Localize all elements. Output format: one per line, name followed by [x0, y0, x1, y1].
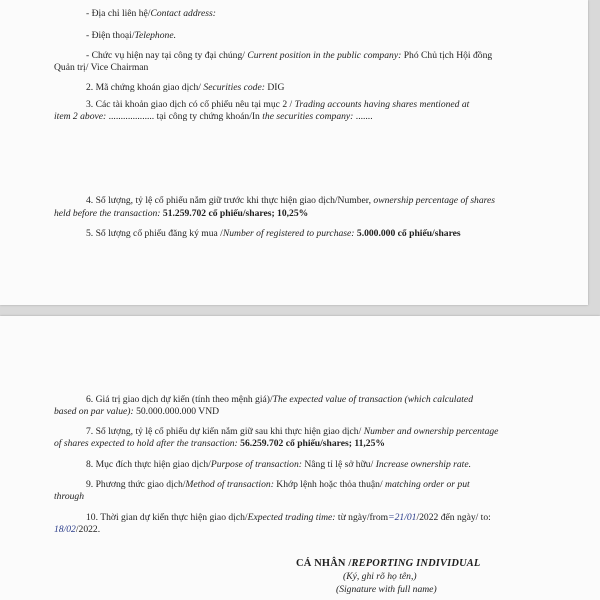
- method-line-2: through: [54, 491, 85, 502]
- trading-time-line: 10. Thời gian dự kiến thực hiện giao dịch/Expected trading time: từ ngày/from=21/01/2022 đến ngày/ to:: [86, 512, 491, 523]
- purpose-line: 8. Mục đích thực hiện giao dịch/Purpose of transaction: Nâng tỉ lệ sở hữu/ Increase ownership rate.: [86, 459, 471, 470]
- trading-accounts-line-2: item 2 above: ................... tại công ty chứng khoán/In the securities company: .......: [54, 111, 373, 122]
- shares-after-line-2: of shares expected to hold after the transaction: 56.259.702 cổ phiếu/shares; 11,25%: [54, 438, 385, 449]
- contact-address-line: - Địa chỉ liên hệ/Contact address:: [86, 8, 216, 19]
- current-position-line: - Chức vụ hiện nay tại công ty đại chúng/ Current position in the public company: Phó Chủ tịch Hội đồng: [86, 50, 493, 61]
- securities-code-line: 2. Mã chứng khoán giao dịch/ Securities code: DIG: [86, 82, 285, 93]
- handwritten-from-date: =21/01: [388, 512, 417, 523]
- current-position-value: Quản trị/ Vice Chairman: [54, 62, 149, 73]
- signature-subtitle-en: (Signature with full name): [336, 584, 437, 595]
- shares-before-line-2: held before the transaction: 51.259.702 cổ phiếu/shares; 10,25%: [54, 208, 309, 219]
- expected-value-line: 6. Giá trị giao dịch dự kiến (tính theo mệnh giá)/The expected value of transaction (which calculated: [86, 394, 473, 405]
- signature-title: CÁ NHÂN /REPORTING INDIVIDUAL: [296, 558, 481, 569]
- method-line: 9. Phương thức giao dịch/Method of transaction: Khớp lệnh hoặc thỏa thuận/ matching order or put: [86, 479, 470, 490]
- shares-before-line: 4. Số lượng, tỷ lệ cổ phiếu nắm giữ trước khi thực hiện giao dịch/Number, ownership percentage of shares: [86, 195, 496, 206]
- expected-value-line-2: based on par value): 50.000.000.000 VND: [54, 406, 220, 417]
- document-page-2: [0, 316, 600, 600]
- signature-subtitle-vi: (Ký, ghi rõ họ tên,): [343, 571, 417, 582]
- telephone-line: - Điện thoại/Telephone.: [86, 30, 176, 41]
- trading-time-line-2: 18/02/2022.: [54, 524, 101, 535]
- trading-accounts-line: 3. Các tài khoản giao dịch có cổ phiếu nêu tại mục 2 / Trading accounts having shares mentioned at: [86, 99, 470, 110]
- document-page-1: [0, 0, 588, 305]
- shares-after-line: 7. Số lượng, tỷ lệ cổ phiếu dự kiến nắm giữ sau khi thực hiện giao dịch/ Number and ownership percentage: [86, 426, 499, 437]
- handwritten-to-date: 18/02: [54, 524, 76, 535]
- registered-purchase-line: 5. Số lượng cổ phiếu đăng ký mua /Number of registered to purchase: 5.000.000 cổ phiếu/shares: [86, 228, 461, 239]
